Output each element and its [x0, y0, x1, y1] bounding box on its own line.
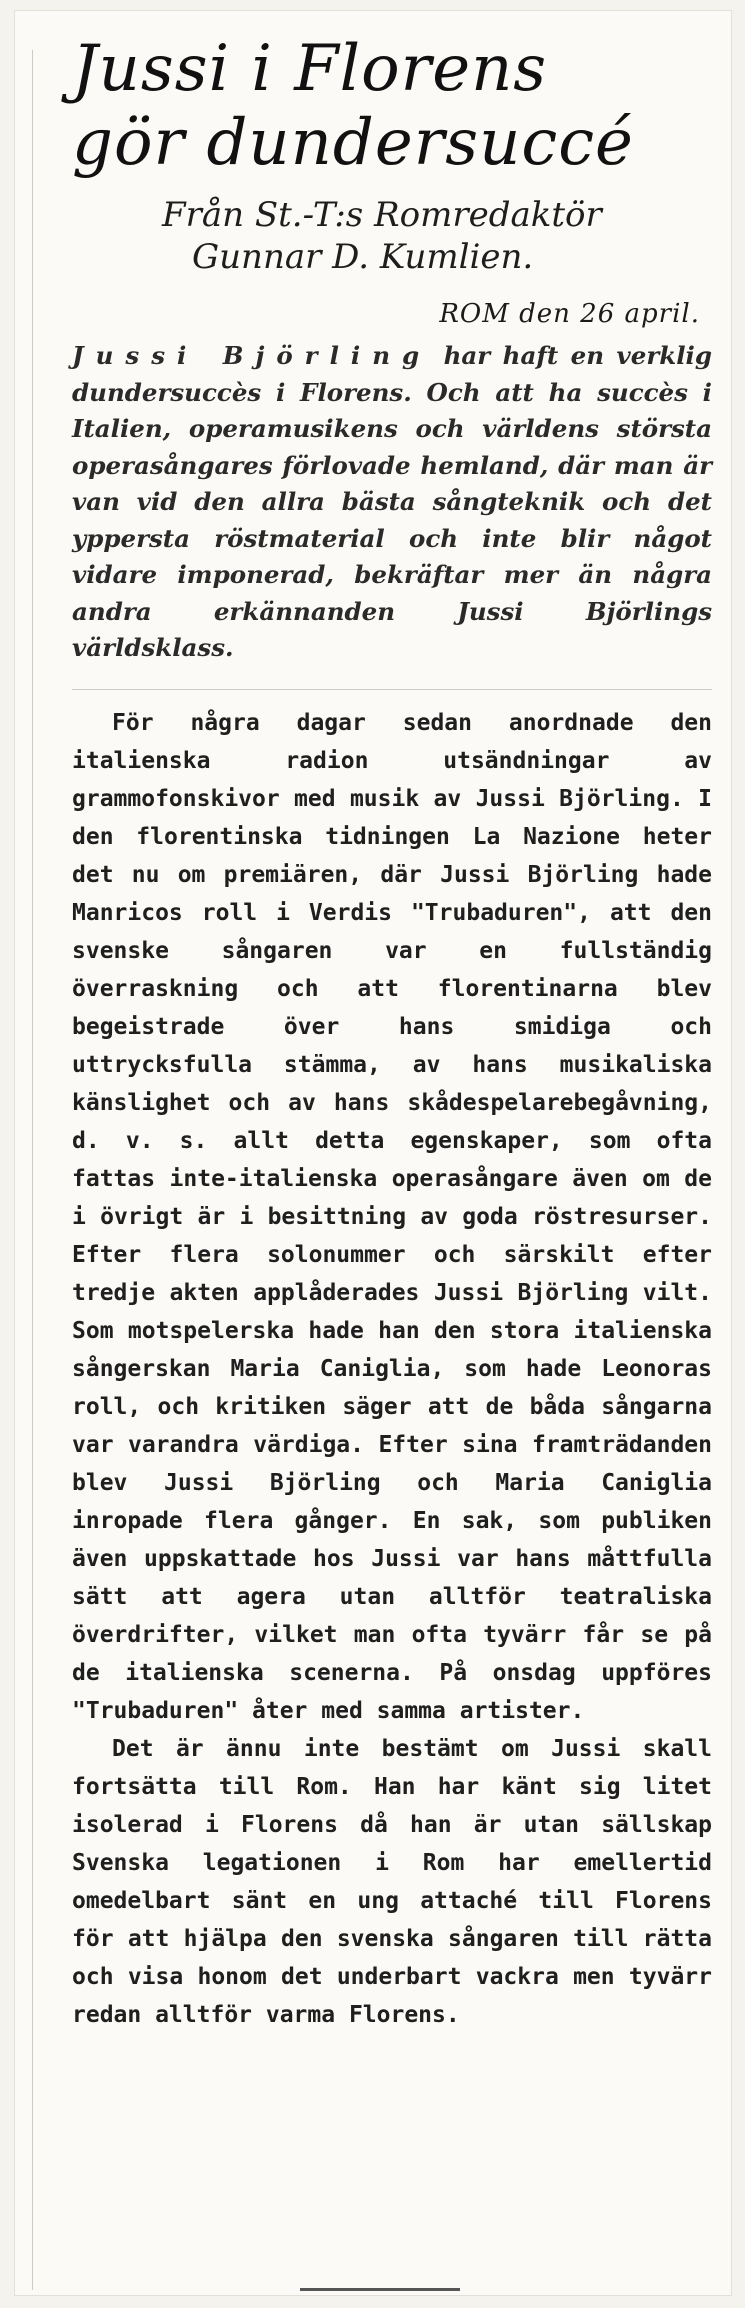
end-rule: [300, 2288, 460, 2291]
body-paragraph-2: Det är ännu inte bestämt om Jussi skall fortsätta till Rom. Han har känt sig litet isolerad i Florens då han är utan sällskap Svenska legationen i Rom har emellertid omedelbart sänt en ung attaché till Florens för att hjälpa den svenska sångaren till rätta och visa honom det underbart vackra men tyvärr redan alltför varma Florens.: [72, 1735, 712, 2028]
byline-line-2: Gunnar D. Kumlien.: [192, 237, 534, 277]
lead-paragraph: [72, 338, 712, 667]
headline-line-2: gör dundersuccé: [72, 106, 634, 180]
section-divider: [72, 689, 712, 690]
clipping-edge: [32, 50, 33, 2290]
dateline: ROM den 26 april.: [439, 299, 700, 329]
byline: [72, 194, 712, 278]
lead-name: Jussi Björling: [72, 341, 432, 370]
lead-text: har haft en verklig dundersuccès i Florens. Och att ha succès i Italien, operamusikens och världens största operasångares förlovade hemland, där man är van vid den allra bästa sångteknik och det yppersta röstmaterial och inte blir något vidare imponerad, bekräftar mer än några andra erkännanden Jussi Björlings världsklass.: [72, 341, 712, 662]
body-paragraph-1: För några dagar sedan anordnade den italienska radion utsändningar av grammofonskivor med musik av Jussi Björling. I den florentinska tidningen La Nazione heter det nu om premiären, där Jussi Björling hade Manricos roll i Verdis "Trubaduren", att den svenske sångaren var en fullständig överraskning och att florentinarna blev begeistrade över hans smidiga och uttrycksfulla stämma, av hans musikaliska känslighet och av hans skådespelarebegåvning, d. v. s. allt detta egenskaper, som ofta fattas inte-italienska operasångare även om de i övrigt är i besittning av goda röstresurser. Efter flera solonummer och särskilt efter tredje akten applåderades Jussi Björling vilt. Som motspelerska hade han den stora italienska sångerskan Maria Caniglia, som hade Leonoras roll, och kritiken säger att de båda sångarna var varandra värdiga. Efter sina framträdanden blev Jussi Björling och Maria Caniglia inropade flera gånger. En sak, som publiken även uppskattade hos Jussi var hans måttfulla sätt att agera utan alltför teatraliska överdrifter, vilket man ofta tyvärr får se på de italienska scenerna. På onsdag uppföres "Trubaduren" åter med samma artister.: [72, 709, 712, 1724]
headline: [72, 32, 712, 180]
byline-line-1: Från St.-T:s Romredaktör: [162, 195, 602, 235]
headline-line-1: Jussi i Florens: [72, 32, 548, 106]
article: [72, 32, 712, 2034]
newspaper-clipping: [14, 10, 732, 2296]
